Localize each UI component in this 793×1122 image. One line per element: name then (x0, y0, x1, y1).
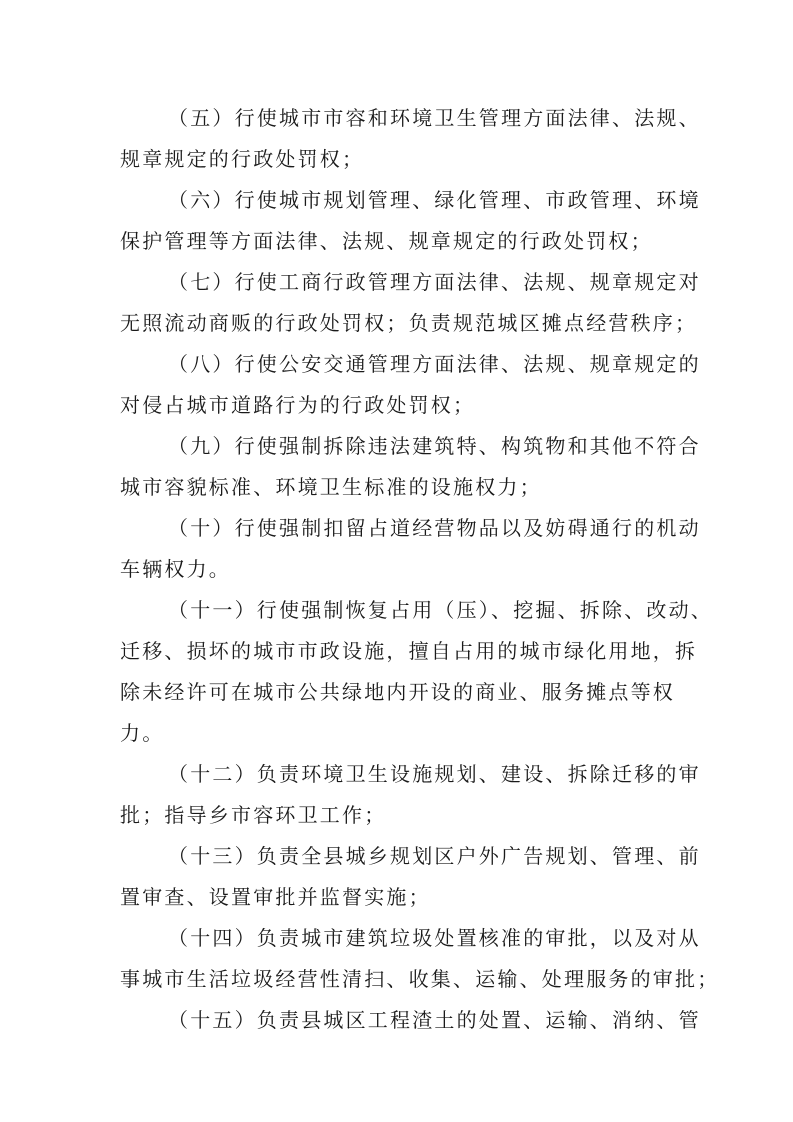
text-line-12: 车辆权力。 (120, 557, 231, 581)
text-line-13: （十一）行使强制恢复占用（压）、挖掘、拆除、改动、 (168, 598, 713, 622)
text-line-20: 置审查、设置审批并监督实施； (120, 885, 431, 909)
text-line-21: （十四）负责城市建筑垃圾处置核准的审批，以及对从 (168, 926, 701, 950)
text-line-23: （十五）负责县城区工程渣土的处置、运输、消纳、管 (168, 1008, 701, 1032)
text-line-11: （十）行使强制扣留占道经营物品以及妨碍通行的机动 (168, 516, 701, 540)
text-line-4: 保护管理等方面法律、法规、规章规定的行政处罚权； (120, 229, 653, 253)
text-line-14: 迁移、损坏的城市市政设施，擅自占用的城市绿化用地，拆 (120, 639, 698, 663)
text-line-8: 对侵占城市道路行为的行政处罚权； (120, 393, 476, 417)
text-line-5: （七）行使工商行政管理方面法律、法规、规章规定对 (168, 270, 701, 294)
text-line-2: 规章规定的行政处罚权； (120, 147, 365, 171)
text-line-18: 批；指导乡市容环卫工作； (120, 803, 387, 827)
text-line-1: （五）行使城市市容和环境卫生管理方面法律、法规、 (168, 106, 701, 130)
text-line-17: （十二）负责环境卫生设施规划、建设、拆除迁移的审 (168, 762, 701, 786)
text-line-9: （九）行使强制拆除违法建筑特、构筑物和其他不符合 (168, 434, 701, 458)
text-line-3: （六）行使城市规划管理、绿化管理、市政管理、环境 (168, 188, 701, 212)
text-line-7: （八）行使公安交通管理方面法律、法规、规章规定的 (168, 352, 701, 376)
text-line-6: 无照流动商贩的行政处罚权；负责规范城区摊点经营秩序； (120, 311, 698, 335)
text-line-19: （十三）负责全县城乡规划区户外广告规划、管理、前 (168, 844, 701, 868)
text-line-16: 力。 (120, 721, 165, 745)
text-line-10: 城市容貌标准、环境卫生标准的设施权力； (120, 475, 542, 499)
text-line-15: 除未经许可在城市公共绿地内开设的商业、服务摊点等权 (120, 680, 675, 704)
text-line-22: 事城市生活垃圾经营性清扫、收集、运输、处理服务的审批； (120, 967, 720, 991)
